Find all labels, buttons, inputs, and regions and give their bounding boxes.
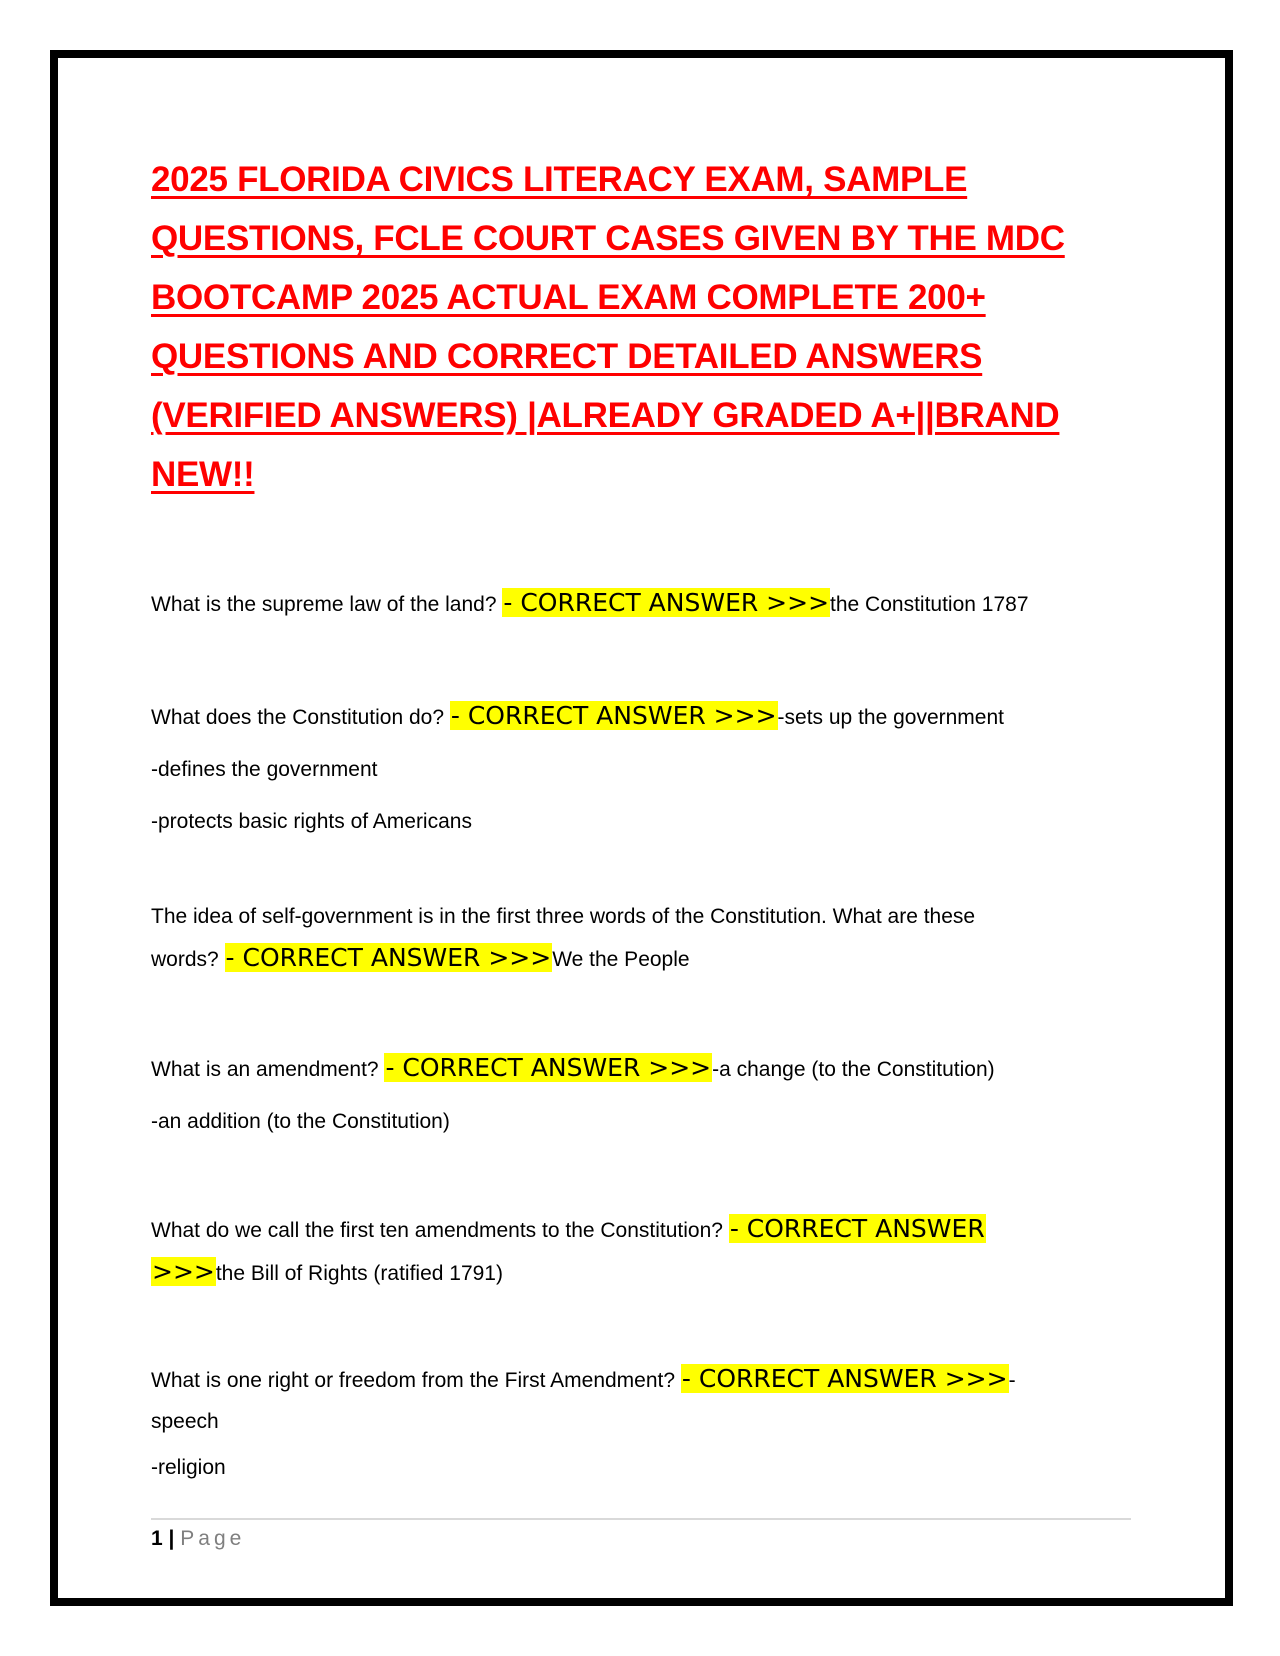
title-line: (VERIFIED ANSWERS) |ALREADY GRADED A+||BRAND [151, 396, 1060, 435]
correct-answer-marker: - CORRECT ANSWER >>> [503, 588, 830, 617]
title-line: 2025 FLORIDA CIVICS LITERACY EXAM, SAMPLE [151, 160, 968, 199]
correct-answer-marker: >>> [152, 1257, 215, 1286]
title-line: QUESTIONS AND CORRECT DETAILED ANSWERS [151, 337, 983, 376]
document-title [151, 150, 1091, 504]
question-text: What is an amendment? [151, 1058, 385, 1081]
answer-text: -sets up the government [777, 706, 1004, 729]
question-text: words? [151, 948, 225, 971]
question-text: What is the supreme law of the land? [151, 593, 503, 616]
footer-separator: | [168, 1527, 175, 1550]
question-text: The idea of self-government is in the first three words of the Constitution. What are these [151, 905, 976, 928]
answer-line: speech [151, 1410, 219, 1433]
correct-answer-marker: - CORRECT ANSWER >>> [225, 943, 552, 972]
answer-line: -religion [151, 1456, 226, 1479]
qa-item-1 [151, 582, 1091, 625]
answer-text: the Bill of Rights (ratified 1791) [215, 1262, 503, 1285]
answer-text: the Constitution 1787 [830, 593, 1029, 616]
answer-text: - [1008, 1369, 1016, 1392]
page-number: 1 [151, 1527, 163, 1550]
footer-divider [151, 1518, 1131, 1520]
correct-answer-marker: - CORRECT ANSWER >>> [450, 701, 777, 730]
question-text: What does the Constitution do? [151, 706, 450, 729]
document-body [151, 150, 1091, 1494]
correct-answer-marker: - CORRECT ANSWER >>> [385, 1053, 712, 1082]
question-text: What is one right or freedom from the First Amendment? [151, 1369, 681, 1392]
title-line: BOOTCAMP 2025 ACTUAL EXAM COMPLETE 200+ [151, 278, 986, 317]
qa-item-4 [151, 1042, 1091, 1148]
page-label: Page [180, 1527, 246, 1550]
title-line: NEW!! [151, 455, 255, 494]
qa-item-6 [151, 1358, 1091, 1494]
answer-line: -protects basic rights of Americans [151, 810, 472, 833]
answer-line: -an addition (to the Constitution) [151, 1110, 450, 1133]
qa-item-3 [151, 896, 1091, 980]
correct-answer-marker: - CORRECT ANSWER >>> [681, 1364, 1008, 1393]
answer-line: -defines the government [151, 758, 378, 781]
title-line: QUESTIONS, FCLE COURT CASES GIVEN BY THE MDC [151, 219, 1065, 258]
qa-item-2 [151, 690, 1091, 848]
qa-item-5 [151, 1208, 1091, 1294]
page-footer [151, 1524, 245, 1554]
answer-text: We the People [552, 948, 690, 971]
answer-text: -a change (to the Constitution) [712, 1058, 995, 1081]
correct-answer-marker: - CORRECT ANSWER [729, 1214, 985, 1243]
question-text: What do we call the first ten amendments to the Constitution? [151, 1219, 729, 1242]
